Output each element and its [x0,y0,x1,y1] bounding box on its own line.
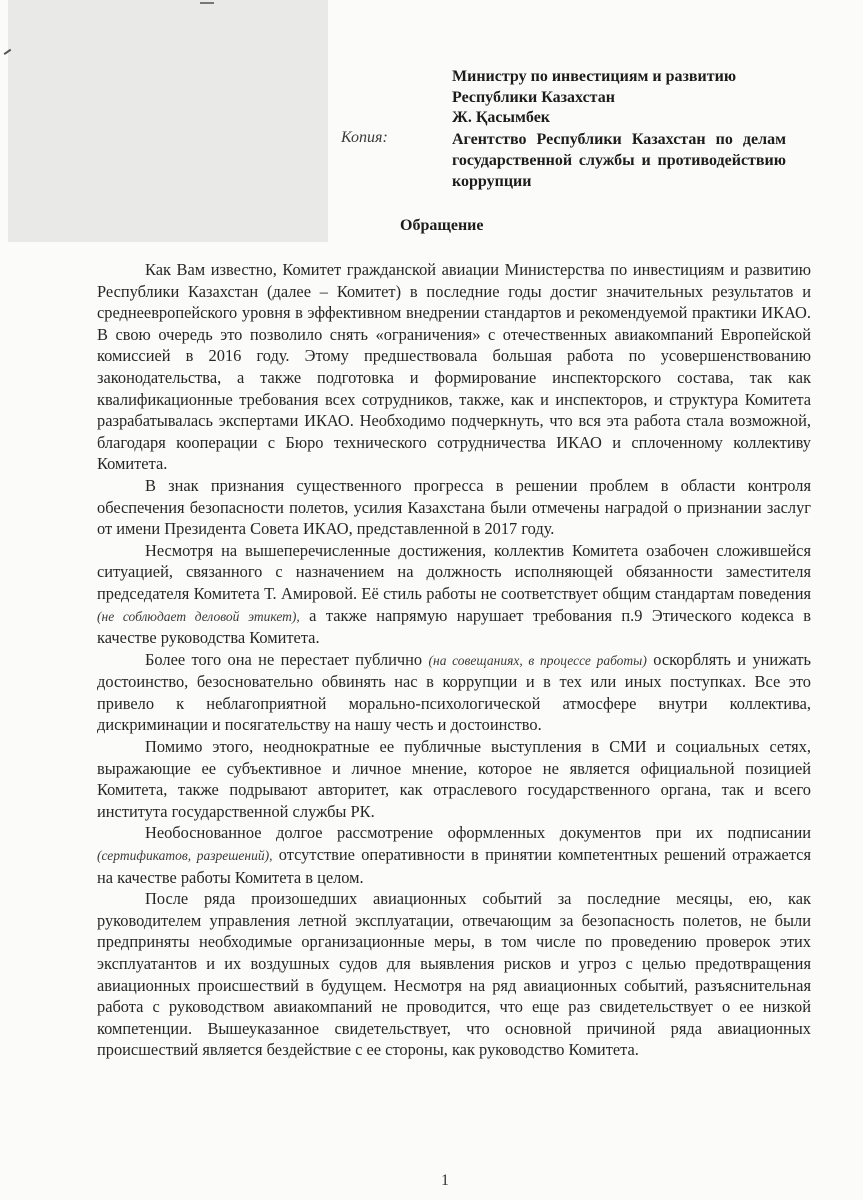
paragraph-text: оскорблять и унижать достоинство, безосновательно обвинять нас в коррупции и в тех или иных поступках. Все это привело к неблагоприятной морально-психологической атмосфере внутри коллектива, дискриминации и посягательству на нашу честь и достоинство. [97,649,812,735]
addressee-line: Ж. Қасымбек [452,109,551,126]
page-number: 1 [441,1172,449,1189]
copy-recipient: Агентство Республики Казахстан по делам государственной службы и противодействию коррупции [452,131,786,190]
addressee-line: Министру по инвестициям и развитию [452,68,737,85]
paragraph-text: Несмотря на вышеперечисленные достижения, коллектив Комитета озабочен сложившейся ситуацией, связанного с назначением на должность исполняющей обязанности заместителя председателя Комитета Т. Амировой. Её стиль работы не соответствует общим стандартам поведения [97,540,811,603]
body-paragraph [97,736,811,822]
paragraph-text: Как Вам известно, Комитет гражданской авиации Министерства по инвестициям и развитию Республики Казахстан (далее – Комитет) в последние годы достиг значительных результатов и среднеевропейского уровня в эффективном внедрении стандартов и рекомендуемой практики ИКАО. В свою очередь это позволило снять «ограничения» с отечественных авиакомпаний Европейской комиссией в 2016 году. Этому предшествовала большая работа по усовершенствованию законодательства, а также подготовка и формирование инспекторского состава, так как квалификационные требования всех сотрудников, также, как и инспекторов, и структура Комитета разрабатывалась экспертами ИКАО. Необходимо подчеркнуть, что вся эта работа стала возможной, благодаря кооперации с Бюро технического сотрудничества ИКАО и сплоченному коллективу Комитета. [97,260,811,474]
paragraph-text: Необоснованное долгое рассмотрение оформленных документов при их подписании [145,823,811,843]
redacted-area [8,0,328,242]
body-paragraph [97,888,811,1061]
document-body [97,259,811,1061]
body-paragraph [97,540,811,649]
paragraph-text: В знак признания существенного прогресса в решении проблем в области контроля обеспечения безопасности полетов, усилия Казахстана были отмечены наградой о признании заслуг от имени Президента Совета ИКАО, представленной в 2017 году. [97,475,811,539]
body-paragraph [97,475,811,540]
paragraph-text: Помимо этого, неоднократные ее публичные выступления в СМИ и социальных сетях, выражающие ее субъективное и личное мнение, которое не является официальной позицией Комитета, также подрывают авторитет, как отраслевого государственного органа, так и всего института государственной службы РК. [97,737,811,821]
italic-note: (не соблюдает деловой этикет), [97,608,300,624]
paragraph-text: отсутствие оперативности в принятии компетентных решений отражается на качестве работы Комитета в целом. [97,845,811,887]
paragraph-text: Более того она не перестает публично [145,649,429,669]
body-paragraph [97,822,811,888]
paragraph-text: После ряда произошедших авиационных событий за последние месяцы, ею, как руководителем управления летной эксплуатации, отвечающим за безопасность полетов, не были предприняты необходимые организационные меры, в том числе по проведению проверок этих эксплуатантов и их воздушных судов для выявления рисков и угроз с целью предотвращения авиационных происшествий в будущем. Несмотря на ряд авиационных событий, разъяснительная работа с руководством авиакомпаний не проводится, что еще раз свидетельствует о ее низкой компетенции. Вышеуказанное свидетельствует, что основной причиной ряда авиационных происшествий является бездействие с ее стороны, как руководство Комитета. [97,889,811,1060]
scan-line [200,2,214,4]
addressee-line: Республики Казахстан [452,88,615,106]
italic-note: (сертификатов, разрешений), [97,848,273,864]
body-paragraph [97,259,811,475]
body-paragraph [97,649,811,736]
copy-label: Копия: [341,129,388,146]
italic-note: (на совещаниях, в процессе работы) [428,652,647,668]
document-title: Обращение [400,217,484,234]
addressee-block [452,67,787,129]
paragraph-text: а также напрямую нарушает требования п.9 Этического кодекса в качестве руководства Комитета. [97,605,811,648]
